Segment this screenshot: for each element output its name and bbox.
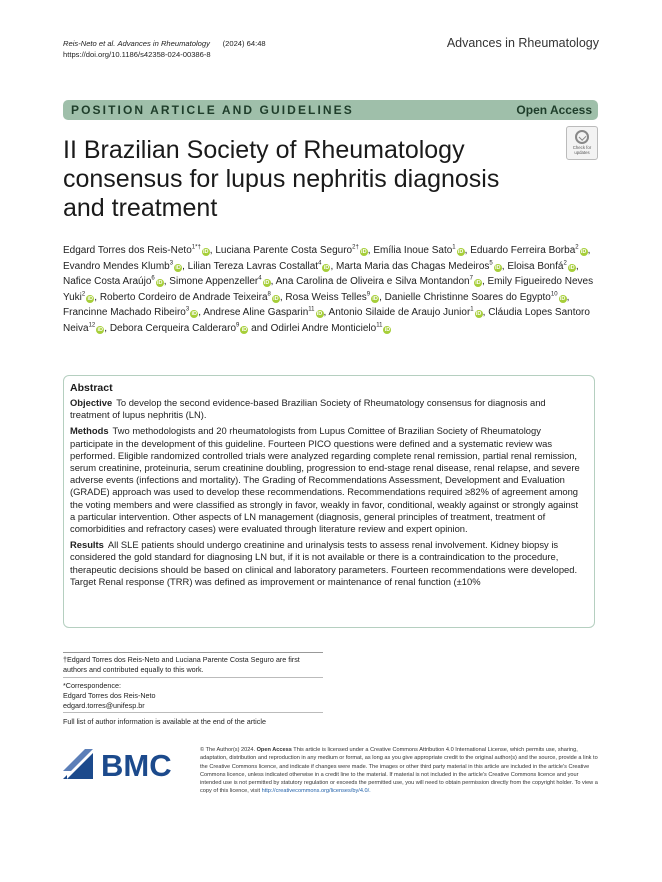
author-name: Luciana Parente Costa Seguro [215,245,353,256]
author-affiliation: 9 [236,322,240,329]
article-type-label: POSITION ARTICLE AND GUIDELINES [71,103,354,117]
author-name: Antonio Silaide de Araujo Junior [328,307,471,319]
svg-text:BMC: BMC [101,748,172,781]
check-icon [575,130,589,144]
author-name: Evandro Mendes Klumb [63,260,170,272]
footnote-divider [63,677,323,678]
author-name: Eloisa Bonfá [507,260,564,272]
journal-name: Advances in Rheumatology [446,36,599,50]
author-affiliation: 5 [489,260,493,267]
author-affiliation: 2 [563,260,567,267]
orcid-icon[interactable]: iD [241,326,248,333]
orcid-icon[interactable]: iD [316,311,323,318]
correspondence-email[interactable]: edgard.torres@unifesp.br [63,701,145,710]
author-name: Ana Carolina de Oliveira e Silva Montandon [275,276,470,288]
author-name: Odirlei Andre Monticielo [270,322,377,334]
citation-journal: Advances in Rheumatology [117,39,210,48]
author-list-and: and [251,322,268,334]
author-name: Marta Maria das Chagas Medeiros [336,260,490,272]
author-name: Roberto Cordeiro de Andrade Teixeira [99,291,268,303]
orcid-icon[interactable]: iD [263,280,270,287]
article-title: II Brazilian Society of Rheumatology consensus for lupus nephritis diagnosis and treatment [63,136,500,222]
author-name: Lilian Tereza Lavras Costallat [187,260,319,272]
orcid-icon[interactable]: iD [457,249,464,255]
orcid-icon[interactable]: iD [372,295,378,302]
orcid-icon[interactable]: iD [97,326,104,333]
equal-contribution-note: †Edgard Torres dos Reis-Neto and Luciana Parente Costa Seguro are first authors and contributed equally to this work. [63,655,300,674]
author-affiliation: 3 [169,260,174,267]
author-affiliation: 3 [185,307,190,314]
orcid-icon[interactable]: iD [156,280,163,287]
author-affiliation: 12 [88,322,96,329]
article-type-bar [63,100,598,120]
abstract-box [63,375,595,628]
license-statement: © The Author(s) 2024. Open Access This article is licensed under a Creative Commons Attribution 4.0 International License, which permits use, sharing, adaptation, distribution and reproduction in any medium or format, as long as you give appropriate credit to the original author(s) and the source, provide a link to the Creative Commons licence, and indicate if changes were made. The images or other third party material in this article are included in the article's Creative Commons licence, unless indicated otherwise in a credit line to the material. If material is not included in the article's Creative Commons licence and your intended use is not permitted by statutory regulation or exceeds the permitted use, you will need to obtain permission directly from the copyright holder. To view a copy of this licence, visit http://creativecommons.org/licenses/by/4.0/. [200,747,598,795]
orcid-icon[interactable]: iD [361,249,367,255]
author-info-note: Full list of author information is available at the end of the article [63,717,266,726]
author-affiliation: 11 [376,322,383,329]
orcid-icon[interactable]: iD [559,295,566,302]
author-affiliation: 6 [151,275,155,282]
author-name: Debora Cerqueira Calderaro [109,322,237,334]
correspondence-note: *Correspondence: Edgard Torres dos Reis-Neto edgard.torres@unifesp.br [63,681,323,711]
author-name: Emily Figueiredo Neves Yuki [63,276,594,303]
citation-year-volume: (2024) 64:48 [222,39,266,48]
orcid-icon[interactable]: iD [569,264,575,271]
orcid-icon[interactable]: iD [175,264,181,271]
abstract-results: Results All SLE patients should undergo creatinine and urinalysis tests to assess renal involvement. Kidney biopsy is considered the gold standard for diagnosing LN but, if it is not available or there is a contraindication to the procedure, therapeutic decisions should be based on clinical and laboratory parameters. Fourteen recommendations were developed. Target Renal response (TRR) was defined as improvement or maintenance of renal function (±10% [70,539,578,587]
orcid-icon[interactable]: iD [475,311,482,318]
author-name: Cláudia Lopes Santoro Neiva [63,307,590,334]
author-name: Emília Inoue Sato [373,245,453,256]
author-name: Francinne Machado Ribeiro [63,307,186,319]
author-affiliation: 7 [469,275,473,282]
author-name: Nafice Costa Araújo [63,276,152,288]
running-header-citation [63,38,266,60]
author-affiliation: 1 [470,307,474,314]
bmc-logo [63,745,188,781]
license-link[interactable]: http://creativecommons.org/licenses/by/4.0/. [261,788,371,795]
orcid-icon[interactable]: iD [191,311,197,318]
author-affiliation: 2† [352,244,359,251]
author-affiliation: 9 [366,291,371,298]
check-for-updates-badge[interactable] [566,126,598,160]
orcid-icon[interactable]: iD [384,326,391,333]
abstract-methods: Methods Two methodologists and 20 rheumatologists from Lupus Comittee of Brazilian Society of Rheumatology participate in the development of this guideline. Fourteen PICO questions were defined and a systematic review was performed. Eligible randomized controlled trials were analyzed regarding complete renal remission, partial renal remission, serum creatinine, proteinuria, serum creatinine doubling, progression to end-stage renal disease, renal relapse, and severe adverse events (infections and mortality). The Grading of Recommendations Assessment, Development and Evaluation (GRADE) approach was used to develop these recommendations. Recommendations required ≥82% of agreement among the voting members and were classified as strongly in favor, weakly in favor, conditional, weakly against or strongly against a particular intervention. Other aspects of LN management (diagnosis, general principles of treatment, treatment of comorbidities and refractory cases) were evaluated through literature review and expert opinion. [70,425,580,535]
orcid-icon[interactable]: iD [323,264,330,271]
author-affiliation: 1 [452,244,456,251]
author-affiliation: 4 [318,260,322,267]
author-name: Danielle Christinne Soares do Egypto [384,291,551,303]
footnote-divider [63,712,323,713]
orcid-icon[interactable]: iD [87,295,93,302]
author-list: Edgard Torres dos Reis-Neto$^{1*\dagger}$iD, Luciana Parente Costa Seguro$^{2\dagger}$iD, Emília Inoue Sato$^1$iD, Eduardo Ferreira Borba$^2$iD, Evandro Mendes Klumb$^3$iD, Lilian Tereza Lavras Costallat$^4$iD, Marta Maria das Chagas Medeiros$^5$iD, Eloisa Bonfá$^2$iD, Nafice Costa Araújo$^6$iD, Simone Appenzeller$^4$iD, Ana Carolina de Oliveira e Silva Montandon$^7$iD, Emily Figueiredo Neves Yuki$^2$iD, Roberto Cordeiro de Andrade Teixeira$^8$iD, Rosa Weiss Telles$^9$iD, Danielle Christinne Soares do Egypto$^{10}$iD, Francinne Machado Ribeiro$^3$iD, Andrese Aline Gasparin$^{11}$iD, Antonio Silaide de Araujo Junior$^1$iD, Cláudia Lopes Santoro Neiva$^{12}$iD, Debora Cerqueira Calderaro$^9$iD and Odirlei Andre Monticielo$^{11}$iD [63,244,594,334]
author-name: Edgard Torres dos Reis-Neto [63,245,192,256]
author-name: Simone Appenzeller [169,276,259,288]
orcid-icon[interactable]: iD [580,249,587,255]
orcid-icon[interactable]: iD [273,295,279,302]
author-affiliation: 4 [258,275,262,282]
author-affiliation: 1*† [191,244,201,251]
author-name: Eduardo Ferreira Borba [470,245,576,256]
author-affiliation: 11 [308,307,315,314]
check-for-updates-text: Check for updates [572,145,592,155]
open-access-label: Open Access [516,103,592,117]
author-name: Rosa Weiss Telles [285,291,367,303]
author-name: Andrese Aline Gasparin [203,307,309,319]
abstract-heading: Abstract [70,382,113,394]
orcid-icon[interactable]: iD [475,280,481,287]
author-affiliation: 8 [267,291,271,298]
orcid-icon[interactable]: iD [495,264,501,271]
author-affiliation: 10 [550,291,558,298]
footnote-divider [63,652,323,653]
author-affiliation: 2 [575,244,579,251]
author-affiliation: 2 [81,291,86,298]
doi-link[interactable]: https://doi.org/10.1186/s42358-024-00386-8 [63,50,211,59]
orcid-icon[interactable]: iD [203,249,209,255]
citation-authors: Reis-Neto et al. [63,39,116,48]
abstract-objective: Objective To develop the second evidence-based Brazilian Society of Rheumatology consensus for diagnosis and treatment of lupus nephritis (LN). [70,397,546,421]
